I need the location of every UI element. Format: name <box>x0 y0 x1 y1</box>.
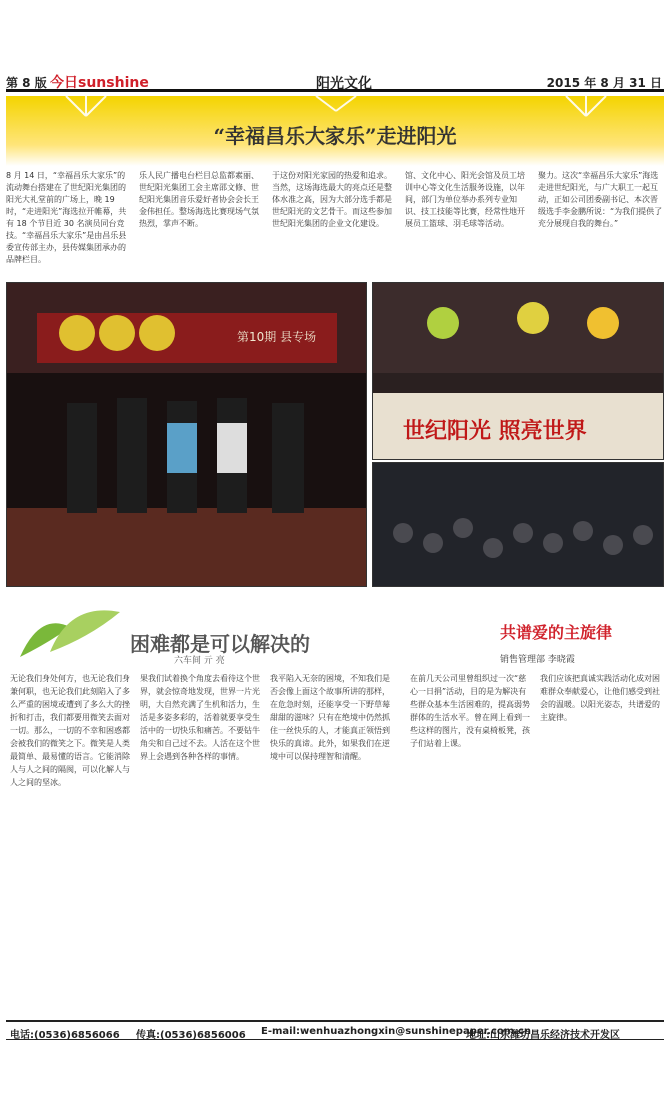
crowd-photo <box>372 462 664 587</box>
crowd-photo-image <box>373 463 664 587</box>
article-column: 聚力。这次“幸福昌乐大家乐”海选走进世纪阳光，与广大职工一起互动，正如公司团委副书记、本次晋级选手李金鹏所说：“为我们提供了充分展现自我的舞台。” <box>538 171 663 228</box>
top-article <box>6 170 664 282</box>
masthead <box>6 70 664 92</box>
issue-date: 2015 年 8 月 31 日 <box>546 76 662 90</box>
lower-article-column: 在前几天公司里曾组织过一次“慈心一日捐”活动，目的是为解决有些群众基本生活困难的，提高弱势群体的生活水平。曾在网上看到一些这样的图片，没有桌椅板凳，孩子们站着上课。 <box>410 674 530 748</box>
audience-photo-image <box>373 283 664 460</box>
page-title: “幸福昌乐大家乐”走进阳光 <box>213 124 457 148</box>
stage-photo-image <box>7 283 367 587</box>
page-footer <box>6 1020 664 1040</box>
stage-banner-text: 第10期 县专场 <box>237 330 317 344</box>
lower-article-column: 我们应该把真诚实践活动化成对困难群众奉献爱心，让他们感受到社会的温暖。以阳光姿态，共谱爱的主旋律。 <box>540 674 660 722</box>
audience-banner-text: 世纪阳光 照亮世界 <box>403 419 587 444</box>
leaf-decoration <box>10 592 140 662</box>
lower-article-column: 我平陷入无奈的困境，不知我们是否会像上面这个故事所讲的那样，在危急时刻，还能享受一下野草莓甜甜的滋味？只有在绝境中仍然抓住一丝快乐的人，才能真正领悟到快乐的真谛。此外，如果我们在逆境中可以保持理智和清醒。 <box>270 674 390 761</box>
article-column: 乐人民广播电台栏目总监都素丽、世纪阳光集团工会主席邵文修、世纪阳光集团音乐爱好者协会会长王金伟担任。整场海选比赛现场气氛热烈，掌声不断。 <box>139 171 259 228</box>
page-number: 第 8 版 <box>6 76 47 90</box>
article-column: 于这份对阳光家园的热爱和追求。当然，这场海选最大的亮点还是整体水准之高，因为大部分选手都是世纪阳光的文艺骨干。而这些参加世纪阳光集团的企业文化建设。 <box>272 171 392 228</box>
footer-address: 地址:山东潍坊昌乐经济技术开发区 <box>466 1030 620 1041</box>
stage-photo <box>6 282 367 587</box>
audience-photo <box>372 282 664 460</box>
footer-phone: 电话:(0536)6856066 <box>10 1030 120 1041</box>
lower-article-column: 无论我们身处何方，也无论我们身兼何职，也无论我们此刻陷入了多么严重的困境或遭到了多么大的挫折和打击，我们都要用微笑去面对一切。那么，一切的不幸和困惑都会被我们的微笑之下。微笑是人类最简单、最易懂的语言。它能消除人与人之间的隔阂，可以化解人与人之间的坚冰。 <box>10 674 130 787</box>
lower-left-title: 困难都是可以解决的 <box>130 632 310 656</box>
lower-left-byline: 六车间 亓 亮 <box>174 656 225 666</box>
footer-fax: 传真:(0536)6856006 <box>136 1030 246 1041</box>
article-column: 8 月 14 日，“幸福昌乐大家乐”的流动舞台搭建在了世纪阳光集团的阳光大礼堂前的广场上，晚 19 时，“走进阳光”海选拉开帷幕，共有 18 个节目近 30 名演员同台竞技。“幸福昌乐大家乐”是由昌乐县委宣传部主办，县传媒集团承办的品牌栏目。 <box>6 171 127 264</box>
logo: 今日sunshine <box>50 75 149 91</box>
lower-right-title: 共谱爱的主旋律 <box>500 623 613 642</box>
article-column: 馆、文化中心、阳光会馆及员工培训中心等文化生活服务设施，以年间，部门为单位举办系列专业知识、技工技能等比赛，经常性地开展员工篮球、羽毛球等活动。 <box>405 171 525 228</box>
page-header <box>0 0 670 96</box>
lower-right-byline: 销售管理部 李晓霞 <box>500 655 575 665</box>
lower-article-column: 果我们试着换个角度去看待这个世界，就会惊奇地发现，世界一片光明，大自然充满了生机和活力，生活是多姿多彩的，活着就要享受生活中的一切快乐和痛苦。不要钻牛角尖和自己过不去。人活在这个世界上会遇到各种各样的事情。 <box>140 674 260 761</box>
section-title: 阳光文化 <box>316 76 372 92</box>
footer-email[interactable]: E-mail:wenhuazhongxin@sunshinepaper.com.cn <box>261 1026 532 1037</box>
